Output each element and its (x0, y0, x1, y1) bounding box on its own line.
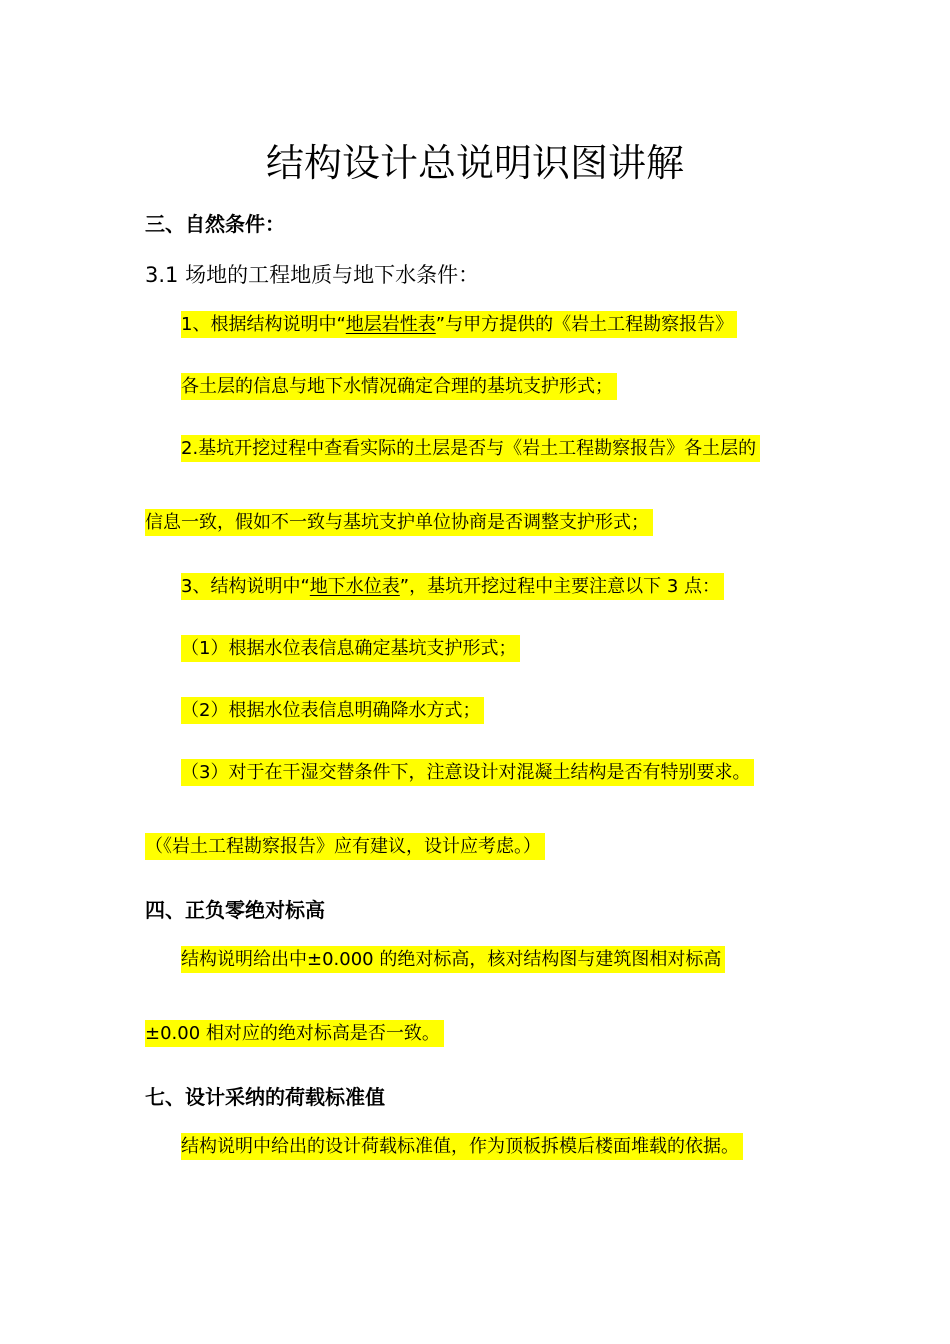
highlight: 结构说明给出中±0.000 的绝对标高，核对结构图与建筑图相对标高 (181, 946, 725, 973)
highlight: （2）根据水位表信息明确降水方式； (181, 697, 484, 724)
quote-mark: ” (399, 576, 410, 597)
quote-mark: ” (435, 314, 446, 335)
stratum-lithology-table-ref: 地层岩性表 (345, 314, 436, 335)
quote-mark: “ (300, 576, 310, 597)
highlight (181, 311, 737, 338)
highlight: 结构说明中给出的设计荷载标准值，作为顶板拆模后楼面堆载的依据。 (181, 1133, 743, 1160)
paragraph-2-line-2 (145, 512, 653, 535)
note-line (145, 836, 545, 859)
quote-mark: “ (336, 314, 346, 335)
paragraph-1-line-2 (181, 376, 617, 399)
section-4-heading: 四、正负零绝对标高 (145, 898, 325, 922)
text-run: 与甲方提供的《岩土工程勘察报告》 (445, 314, 734, 335)
list-item-2 (181, 700, 484, 723)
text-run: 3、结构说明中 (181, 576, 301, 597)
list-item-1 (181, 638, 520, 661)
paragraph-2-line-1 (181, 438, 760, 461)
page-title: 结构设计总说明识图讲解 (265, 141, 684, 185)
highlight (181, 573, 724, 600)
section-4-line-2 (145, 1023, 444, 1046)
highlight: （1）根据水位表信息确定基坑支护形式； (181, 635, 520, 662)
section-3-heading: 三、自然条件： (145, 212, 285, 236)
text-run: 1、根据结构说明中 (181, 314, 337, 335)
highlight: （3）对于在干湿交替条件下，注意设计对混凝土结构是否有特别要求。 (181, 759, 754, 786)
text-run: ，基坑开挖过程中主要注意以下 3 点： (409, 576, 721, 597)
section-4-line-1 (181, 949, 725, 972)
highlight: 各土层的信息与地下水情况确定合理的基坑支护形式； (181, 373, 617, 400)
section-7-line-1 (181, 1136, 743, 1159)
groundwater-level-table-ref: 地下水位表 (309, 576, 400, 597)
highlight: （《岩土工程勘察报告》应有建议，设计应考虑。） (145, 833, 545, 860)
highlight: 信息一致，假如不一致与基坑支护单位协商是否调整支护形式； (145, 509, 653, 536)
paragraph-1-line-1 (181, 314, 737, 337)
highlight: ±0.00 相对应的绝对标高是否一致。 (145, 1020, 444, 1047)
section-7-heading: 七、设计采纳的荷载标准值 (145, 1085, 385, 1109)
list-item-3 (181, 762, 754, 785)
paragraph-3-line-1 (181, 576, 724, 599)
highlight: 2.基坑开挖过程中查看实际的土层是否与《岩土工程勘察报告》各土层的 (181, 435, 760, 462)
section-3-1-subheading: 3.1 场地的工程地质与地下水条件： (145, 263, 480, 287)
